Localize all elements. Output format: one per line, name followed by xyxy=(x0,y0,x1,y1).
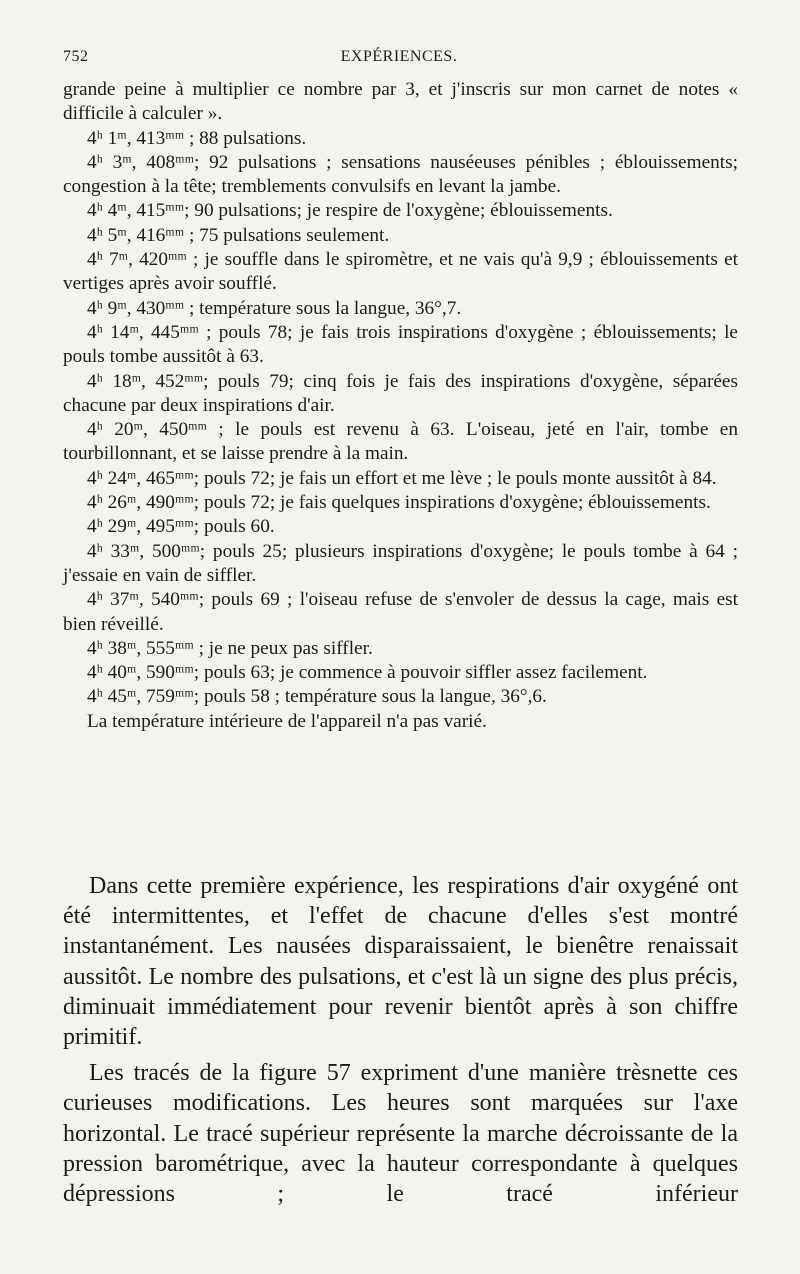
log-entry: 4ʰ 24ᵐ, 465ᵐᵐ; pouls 72; je fais un effort et me lève ; le pouls monte aussitôt à 84. xyxy=(87,467,717,489)
log-entry: 4ʰ 40ᵐ, 590ᵐᵐ; pouls 63; je commence à pouvoir siffler assez facilement. xyxy=(87,662,648,684)
log-entry: 4ʰ 4ᵐ, 415ᵐᵐ; 90 pulsations; je respire de l'oxygène; éblouissements. xyxy=(87,200,613,222)
log-entry: 4ʰ 9ᵐ, 430ᵐᵐ ; température sous la langue, 36°,7. xyxy=(87,297,462,319)
log-entry: 4ʰ 20ᵐ, 450ᵐᵐ ; le pouls est revenu à 63. L'oiseau, jeté en l'air, tombe en tourbillonnant, et se laisse prendre à la main. xyxy=(63,419,738,465)
running-title: EXPÉRIENCES. xyxy=(340,48,458,65)
log-entry: 4ʰ 1ᵐ, 413ᵐᵐ ; 88 pulsations. xyxy=(87,127,307,149)
log-entry: 4ʰ 26ᵐ, 490ᵐᵐ; pouls 72; je fais quelques inspirations d'oxygène; éblouissements. xyxy=(87,492,711,514)
page-number: 752 xyxy=(63,48,89,65)
log-entry: 4ʰ 18ᵐ, 452ᵐᵐ; pouls 79; cinq fois je fais des inspirations d'oxygène, séparées chacune par deux inspirations d'air. xyxy=(63,370,738,416)
experiment-log xyxy=(63,78,738,734)
log-entry: 4ʰ 29ᵐ, 495ᵐᵐ; pouls 60. xyxy=(87,516,275,538)
log-entry: 4ʰ 5ᵐ, 416ᵐᵐ ; 75 pulsations seulement. xyxy=(87,224,390,246)
log-entry: 4ʰ 33ᵐ, 500ᵐᵐ; pouls 25; plusieurs inspirations d'oxygène; le pouls tombe à 64 ; j'essaie en vain de siffler. xyxy=(63,540,738,586)
page-header xyxy=(63,48,735,72)
paragraph-first-experience: Dans cette première expérience, les respirations d'air oxygéné ont été intermittentes, et l'effet de chacune d'elles s'est montré instantanément. Les nausées disparaissaient, le bienêtre renaissait aussitôt. Le nombre des pulsations, et c'est là un signe des plus précis, diminuait immédiatement pour revenir bientôt après à son chiffre primitif. xyxy=(63,873,738,1051)
log-entry: 4ʰ 37ᵐ, 540ᵐᵐ; pouls 69 ; l'oiseau refuse de s'envoler de dessus la cage, mais est bien réveillé. xyxy=(63,589,738,635)
log-entry: 4ʰ 7ᵐ, 420ᵐᵐ ; je souffle dans le spiromètre, et ne vais qu'à 9,9 ; éblouissements et vertiges après avoir soufflé. xyxy=(63,249,738,295)
paragraph-figure-57: Les tracés de la figure 57 expriment d'une manière trèsnette ces curieuses modifications. Les heures sont marquées sur l'axe horizontal. Le tracé supérieur représente la marche décroissante de la pression barométrique, avec la hauteur correspondante à quelques dépressions ; le tracé inférieur xyxy=(63,1060,738,1208)
log-entry: 4ʰ 3ᵐ, 408ᵐᵐ; 92 pulsations ; sensations nauséeuses pénibles ; éblouissements; congestion à la tête; tremblements convulsifs en levant la jambe. xyxy=(63,151,738,198)
log-closing-note: La température intérieure de l'appareil n'a pas varié. xyxy=(87,710,487,732)
log-entry: 4ʰ 45ᵐ, 759ᵐᵐ; pouls 58 ; température sous la langue, 36°,6. xyxy=(87,686,547,708)
log-entry: 4ʰ 38ᵐ, 555ᵐᵐ ; je ne peux pas siffler. xyxy=(87,637,373,659)
log-continuation: grande peine à multiplier ce nombre par 3, et j'inscris sur mon carnet de notes « difficile à calculer ». xyxy=(63,79,738,125)
body-text xyxy=(63,871,738,1209)
log-entry: 4ʰ 14ᵐ, 445ᵐᵐ ; pouls 78; je fais trois inspirations d'oxygène ; éblouissements; le pouls tombe aussitôt à 63. xyxy=(63,321,738,368)
